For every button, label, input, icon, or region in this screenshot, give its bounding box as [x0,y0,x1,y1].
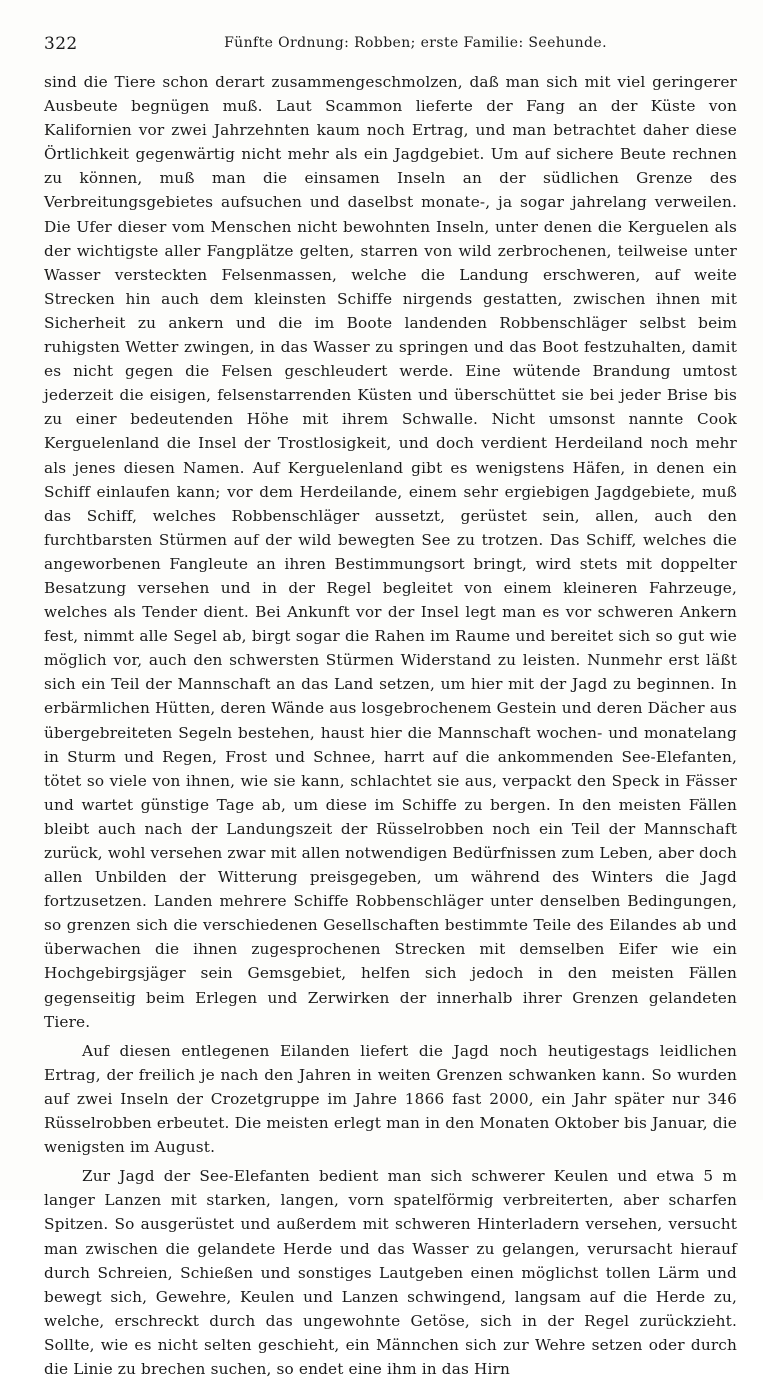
page-number: 322 [44,34,78,54]
running-head: Fünfte Ordnung: Robben; erste Familie: Seehunde. [224,35,607,51]
paragraph-3: Zur Jagd der See-Elefanten bedient man sich schwerer Keulen und etwa 5 m langer Lanzen mit starken, langen, vorn spatelförmig verbreiterten, aber scharfen Spitzen. So ausgerüstet und außerdem mit schweren Hinterladern versehen, versucht man zwischen die gelandete Herde und das Wasser zu gelangen, verursacht hierauf durch Schreien, Schießen und sonstiges Lautgeben einen möglichst tollen Lärm und bewegt sich, Gewehre, Keulen und Lanzen schwingend, langsam auf die Herde zu, welche, erschreckt durch das ungewohnte Getöse, sich in der Regel zurückzieht. Sollte, wie es nicht selten geschieht, ein Männchen sich zur Wehre setzen oder durch die Linie zu brechen suchen, so endet eine ihm in das Hirn [44,1167,737,1378]
page-body [44,70,737,1386]
paragraph-2: Auf diesen entlegenen Eilanden liefert die Jagd noch heutigestags leidlichen Ertrag, der freilich je nach den Jahren in weiten Grenzen schwanken kann. So wurden auf zwei Inseln der Crozetgruppe im Jahre 1866 fast 2000, ein Jahr später nur 346 Rüsselrobben erbeutet. Die meisten erlegt man in den Monaten Oktober bis Januar, die wenigsten im August. [44,1041,737,1157]
paragraph-1: sind die Tiere schon derart zusammengeschmolzen, daß man sich mit viel geringerer Ausbeute begnügen muß. Laut Scammon lieferte der Fang an der Küste von Kalifornien vor zwei Jahrzehnten kaum noch Ertrag, und man betrachtet daher diese Örtlichkeit gegenwärtig nicht mehr als ein Jagdgebiet. Um auf sichere Beute rechnen zu können, muß man die einsamen Inseln an der südlichen Grenze des Verbreitungsgebietes aufsuchen und daselbst monate-, ja sogar jahrelang verweilen. Die Ufer dieser vom Menschen nicht bewohnten Inseln, unter denen die Kerguelen als der wichtigste aller Fangplätze gelten, starren von wild zerbrochenen, teilweise unter Wasser versteckten Felsenmassen, welche die Landung erschweren, auf weite Strecken hin auch dem kleinsten Schiffe nirgends gestatten, zwischen ihnen mit Sicherheit zu ankern und die im Boote landenden Robbenschläger selbst beim ruhigsten Wetter zwingen, in das Wasser zu springen und das Boot festzuhalten, damit es nicht gegen die Felsen geschleudert werde. Eine wütende Brandung umtost jederzeit die eisigen, felsenstarrenden Küsten und überschüttet sie bei jeder Brise bis zu einer bedeutenden Höhe mit ihrem Schwalle. Nicht umsonst nannte Cook Kerguelenland die Insel der Trostlosigkeit, und doch verdient Herdeiland noch mehr als jenes diesen Namen. Auf Kerguelenland gibt es wenigstens Häfen, in denen ein Schiff einlaufen kann; vor dem Herdeilande, einem sehr ergiebigen Jagdgebiete, muß das Schiff, welches Robbenschläger aussetzt, gerüstet sein, allen, auch den furchtbarsten Stürmen auf der wild bewegten See zu trotzen. Das Schiff, welches die angeworbenen Fangleute an ihren Bestimmungsort bringt, wird stets mit doppelter Besatzung versehen und in der Regel begleitet von einem kleineren Fahrzeuge, welches als Tender dient. Bei Ankunft vor der Insel legt man es vor schweren Ankern fest, nimmt alle Segel ab, birgt sogar die Rahen im Raume und bereitet sich so gut wie möglich vor, auch den schwersten Stürmen Widerstand zu leisten. Nunmehr erst läßt sich ein Teil der Mannschaft an das Land setzen, um hier mit der Jagd zu beginnen. In erbärmlichen Hütten, deren Wände aus losgebrochenem Gestein und deren Dächer aus übergebreiteten Segeln bestehen, haust hier die Mannschaft wochen- und monatelang in Sturm und Regen, Frost und Schnee, harrt auf die ankommenden See-Elefanten, tötet so viele von ihnen, wie sie kann, schlachtet sie aus, verpackt den Speck in Fässer und wartet günstige Tage ab, um diese im Schiffe zu bergen. In den meisten Fällen bleibt auch nach der Landungszeit der Rüsselrobben noch ein Teil der Mannschaft zurück, wohl versehen zwar mit allen notwendigen Bedürfnissen zum Leben, aber doch allen Unbilden der Witterung preisgegeben, um während des Winters die Jagd fortzusetzen. Landen mehrere Schiffe Robbenschläger unter denselben Bedingungen, so grenzen sich die verschiedenen Gesellschaften bestimmte Teile des Eilandes ab und überwachen die ihnen zugesprochenen Strecken mit demselben Eifer wie ein Hochgebirgsjäger sein Gemsgebiet, helfen sich jedoch in den meisten Fällen gegenseitig beim Erlegen und Zerwirken der innerhalb ihrer Grenzen gelandeten Tiere. [44,73,737,1031]
page-header [44,30,737,58]
